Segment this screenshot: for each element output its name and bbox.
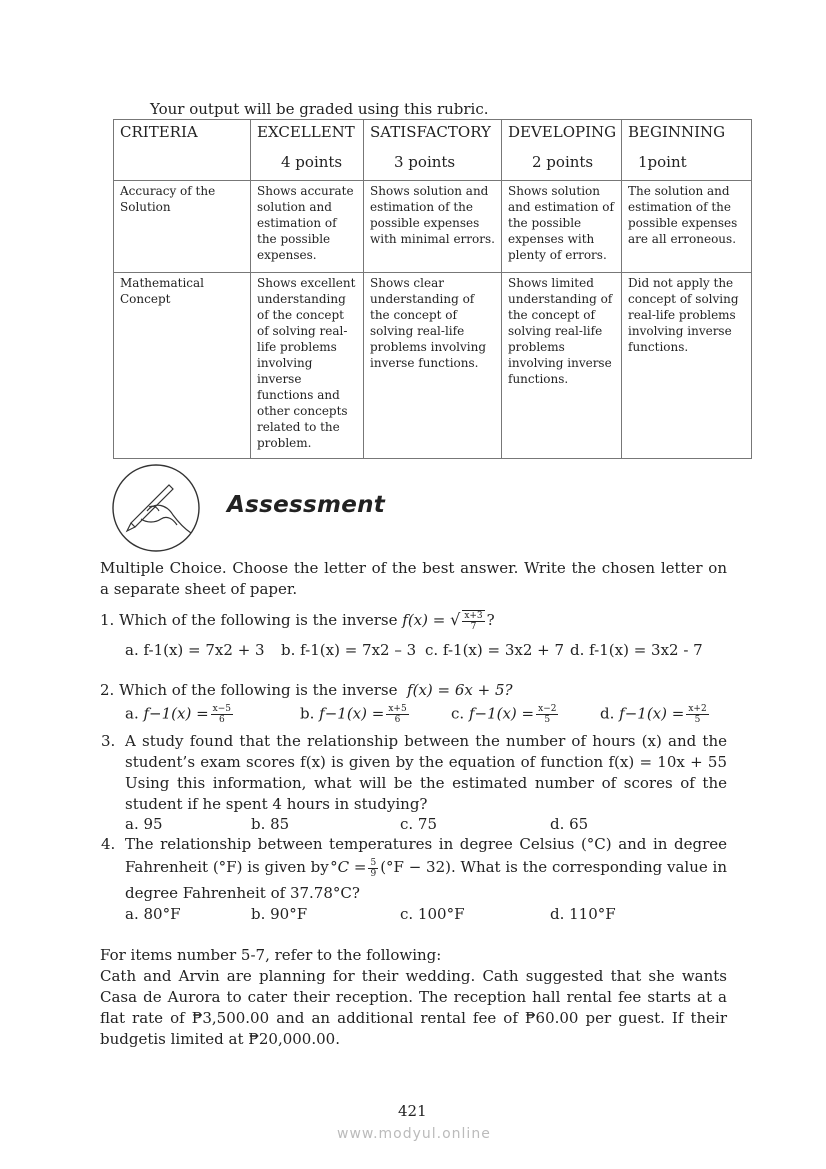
q1-choice-b: b. f-1(x) = 7x2 – 3 — [281, 641, 417, 659]
q1-choice-d: d. f-1(x) = 3x2 - 7 — [570, 641, 703, 659]
question-1: 1. Which of the following is the inverse f(x) = √ $\frac{x+3}{7}$ ? — [100, 610, 495, 632]
table-cell: The solution and estimation of the possible expenses are all erroneous. — [622, 181, 752, 273]
q4-line-3: degree Fahrenheit of 37.78°C? — [125, 884, 360, 902]
table-cell: Shows limited understanding of the concept of solving real-life problems involving inverse functions. — [502, 273, 622, 459]
points-4: 4 points — [281, 153, 343, 171]
header-excellent: EXCELLENT 4 points — [251, 120, 364, 181]
table-cell: Accuracy of the Solution — [114, 181, 251, 273]
table-cell: Shows accurate solution and estimation of the possible expenses. — [251, 181, 364, 273]
table-cell: Shows excellent understanding of the concept of solving real-life problems involving inverse functions and other concepts related to the problem. — [251, 273, 364, 459]
rubric-intro: Your output will be graded using this rubric. — [150, 100, 489, 118]
items-reference: For items number 5-7, refer to the following: — [100, 946, 442, 964]
header-beginning: BEGINNING 1point — [622, 120, 752, 181]
points-2: 2 points — [532, 153, 594, 171]
q2-choice-d: d. f−1(x) = $\frac{x+2}{5}$ — [600, 704, 707, 725]
rubric-row-accuracy — [114, 181, 752, 273]
q4-choice-b: b. 90°F — [251, 905, 308, 923]
rubric-header-row — [114, 120, 752, 181]
q2-choice-b: b. f−1(x) = $\frac{x+5}{6}$ — [300, 704, 407, 725]
q3-number: 3. — [101, 732, 116, 750]
question-3: A study found that the relationship between the number of hours (x) and the student’s exam scores f(x) is given by the equation of function f(x) = 10x + 55 Using this information, what will be the estimated number of scores of the student if he spent 4 hours in studying? — [125, 732, 727, 813]
q4-number: 4. — [101, 835, 116, 853]
q4-line-2: Fahrenheit (°F) is given by °C = $\frac{5}{9}$ (°F − 32). What is the corresponding value in — [125, 857, 727, 879]
q3-choice-a: a. 95 — [125, 815, 163, 833]
points-3: 3 points — [394, 153, 456, 171]
question-2: 2. Which of the following is the inverse f(x) = 6x + 5? — [100, 681, 513, 699]
rubric-row-concept — [114, 273, 752, 459]
rubric-table — [113, 119, 752, 459]
q1-choice-c: c. f-1(x) = 3x2 + 7 — [425, 641, 565, 659]
q3-choice-c: c. 75 — [400, 815, 438, 833]
q3-choice-d: d. 65 — [550, 815, 589, 833]
instructions: Multiple Choice. Choose the letter of the best answer. Write the chosen letter on a separate sheet of paper. — [100, 559, 727, 598]
q4-choice-a: a. 80°F — [125, 905, 181, 923]
table-cell: Shows clear understanding of the concept of solving real-life problems involving inverse functions. — [364, 273, 502, 459]
q4-choice-c: c. 100°F — [400, 905, 465, 923]
scenario-paragraph: Cath and Arvin are planning for their wedding. Cath suggested that she wants Casa de Aurora to cater their reception. The reception hall rental fee starts at a flat rate of ₱3,500.00 and an additional rental fee of ₱60.00 per guest. If their budgetis limited at ₱20,000.00. — [100, 967, 727, 1048]
points-1: 1point — [638, 153, 687, 171]
q4-choice-d: d. 110°F — [550, 905, 616, 923]
q3-choice-b: b. 85 — [251, 815, 290, 833]
q4-line-1: The relationship between temperatures in degree Celsius (°C) and in degree — [125, 835, 727, 853]
table-cell: Did not apply the concept of solving real-life problems involving inverse functions. — [622, 273, 752, 459]
header-criteria: CRITERIA — [114, 120, 251, 181]
table-cell: Shows solution and estimation of the possible expenses with plenty of errors. — [502, 181, 622, 273]
writing-hand-icon — [111, 463, 201, 553]
assessment-title: Assessment — [227, 492, 386, 518]
table-cell: Shows solution and estimation of the possible expenses with minimal errors. — [364, 181, 502, 273]
page-number: 421 — [398, 1102, 427, 1120]
q2-choice-c: c. f−1(x) = $\frac{x-2}{5}$ — [451, 704, 557, 725]
table-cell: Mathematical Concept — [114, 273, 251, 459]
header-developing: DEVELOPING 2 points — [502, 120, 622, 181]
header-satisfactory: SATISFACTORY 3 points — [364, 120, 502, 181]
q2-choice-a: a. f−1(x) = $\frac{x-5}{6}$ — [125, 704, 232, 725]
q1-choice-a: a. f-1(x) = 7x2 + 3 — [125, 641, 265, 659]
watermark: www.modyul.online — [337, 1126, 491, 1142]
